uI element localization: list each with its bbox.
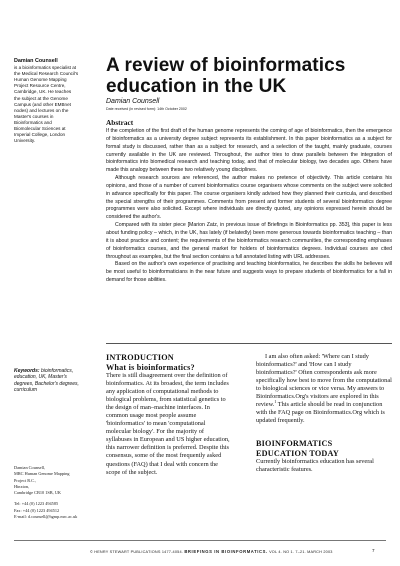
section-heading: EDUCATION TODAY — [256, 448, 339, 458]
fax-line: Fax: +44 (0) 1223 494512 — [14, 507, 60, 513]
received-date: Date received (in revised form): 14th October 2002 — [106, 107, 187, 111]
abstract-divider — [106, 343, 392, 344]
abstract-paragraph: Although research sources are referenced, the author makes no pretence of objectivity. This article contains his opinions, and those of a number of current bioinformatics course organisers whose comments on the subject were solicited in advance specifically for this paper. The course organisers kindly advised how they planned their curricula, and described the special strengths of their programmes. Comments from present and former students of several bioinformatics degree programmes were also solicited. Except where individuals are directly quoted, any opinions expressed herein should be considered the author's. — [106, 175, 392, 221]
bio-line: Cambridge, UK. He teaches — [14, 89, 72, 95]
keywords-line: curriculum — [14, 387, 38, 394]
abstract-body — [106, 128, 392, 285]
bio-line: Imperial College, London — [14, 132, 66, 138]
abstract-paragraph: Compared with its sister piece [Marion Zatz, in previous issue of Briefings in Bioinformatics pp. 353], this paper is less about funding policy – which, in the UK, has lately (if belatedly) been more generous towards bioinformatics teaching – than it is about practice and content; the requirements of the bioinformatics research communities, the corresponding emphases of bioinformatics courses, and the general market for holders of bioinformatics degrees. Individual courses are cited throughout as examples, but the final section contains a full annotated listing with URL addresses. — [106, 222, 392, 260]
bio-line: is a bioinformatics specialist at — [14, 65, 77, 71]
address-line: Hinxton, — [14, 483, 30, 489]
keywords-line: bioinformatics, — [40, 368, 74, 374]
address-line: Cambridge CB10 1SB, UK — [14, 490, 62, 496]
keywords-block — [14, 368, 100, 394]
keywords-line: education, UK, Master's — [14, 374, 67, 381]
bio-line: Master's courses in — [14, 113, 54, 119]
body-paragraph: Currently bioinformatics education has several characteristic features. — [256, 458, 374, 474]
phone-line: Tel: +44 (0) 1223 494585 — [14, 501, 59, 507]
section-heading: BIOINFORMATICS — [256, 439, 333, 449]
address-line: Project R.C., — [14, 477, 37, 483]
abstract-paragraph: Based on the author's own experience of practising and teaching bioinformatics, he describes the skills he believes will be most useful to bioinformaticians in the near future and suggests ways to prepare students of bioinformatics for a fall in demand for those abilities. — [106, 261, 392, 284]
author-bio — [14, 58, 98, 144]
journal-name: BRIEFINGS IN BIOINFORMATICS. — [184, 549, 268, 554]
title-line: education in the UK — [106, 76, 287, 97]
bio-line: Bioinformatics and — [14, 119, 52, 125]
keywords-label: Keywords: — [14, 368, 40, 374]
issue-info: VOL 4. NO 1. 7–21. MARCH 2003 — [269, 550, 333, 554]
bio-line: nodes) and lectures on the — [14, 107, 69, 113]
correspondence-address — [14, 465, 100, 520]
email-line: E-mail: d.counsell@hgmp.mrc.ac.uk — [14, 514, 78, 520]
bio-line: University. — [14, 138, 36, 144]
bio-text — [14, 65, 98, 144]
body-paragraph: I am also often asked: 'Where can I study bioinformatics?' and 'How can I study bioinformatics?' Often correspondents ask more specifically how best to move from the computational to biological sciences or vice versa. My answers to Bioinformatics.Org's visitors are explored in this review.$^1$ This article should be read in conjunction with the FAQ page on Bioinformatics.Org which is updated frequently. — [256, 353, 392, 425]
abstract-heading: Abstract — [106, 118, 134, 127]
title-line: A review of bioinformatics — [106, 55, 346, 76]
body-paragraph: There is still disagreement over the definition of bioinformatics. At its broadest, the term includes any application of computational methods to biological problems, from statistical genetics to the design of man–machine interfaces. In common usage most people assume 'bioinformatics' to mean 'computational molecular biology'. For the majority of syllabuses in European and US higher education, this narrower definition is preferred. Despite this consensus, some of the most frequently asked questions (FAQ) that I deal with concern the scope of the subject. — [106, 372, 230, 476]
keywords-line: degrees, Bachelor's degrees, — [14, 380, 79, 387]
address-line: MRC Human Genome Mapping — [14, 471, 70, 477]
bio-line: Human Genome Mapping — [14, 77, 67, 83]
paper-title — [106, 55, 366, 97]
bio-line: Campus (and other EMBnet — [14, 101, 71, 107]
section-heading: INTRODUCTION — [106, 353, 174, 362]
footnote-ref: 1 — [274, 399, 277, 405]
page-footer — [90, 549, 380, 554]
subsection-heading: What is bioinformatics? — [106, 362, 195, 372]
bio-line: Project Resource Centre, — [14, 83, 66, 89]
address-line: Damian Counsell, — [14, 465, 46, 470]
footer-divider — [14, 540, 386, 541]
bio-author-name: Damian Counsell — [14, 58, 58, 64]
bio-line: the subject at the Genome — [14, 95, 68, 101]
bio-line: Biomolecular Sciences at — [14, 126, 66, 132]
publisher-notice: © HENRY STEWART PUBLICATIONS 1477-4054. — [90, 550, 184, 554]
abstract-paragraph: If the completion of the first draft of the human genome represents the coming of age of bioinformatics, then the emergence of bioinformatics as a university degree subject represents its establishment. In this paper bioinformatics as a subject for formal study is discussed, rather than as a subject for research, and a selection of the taught, mainly graduate, courses currently available in the UK are reviewed. Throughout, the author tries to draw parallels between the integration of bioinformatics into biomedical research and teaching today, and that of molecular biology, two decades ago. Others have made this analogy between these two relatively young disciplines. — [106, 128, 392, 174]
body-column-right — [256, 353, 392, 475]
body-column-left — [106, 353, 231, 477]
bio-line: the Medical Research Council's — [14, 71, 79, 77]
page-number: 7 — [372, 548, 375, 553]
paper-author: Damian Counsell — [106, 98, 160, 105]
